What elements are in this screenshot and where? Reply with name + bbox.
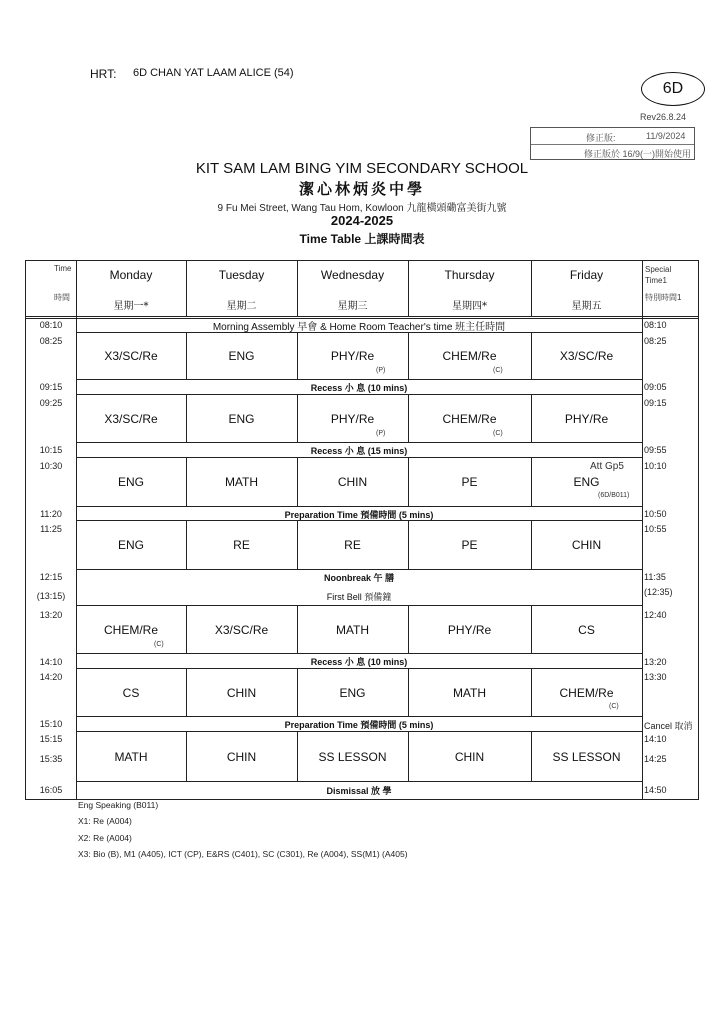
- time-left: 12:15: [39, 572, 63, 582]
- period-cell: X3/SC/Re: [214, 622, 269, 637]
- time-left: 13:20: [39, 610, 63, 620]
- revision-label: Rev26.8.24: [640, 112, 687, 122]
- period-cell: ENG: [117, 538, 144, 552]
- time-right: 14:10: [644, 734, 667, 744]
- time-right: Cancel 取消: [644, 721, 693, 731]
- recess-bar: Recess 小 息 (10 mins): [310, 657, 408, 667]
- time-left: 11:20: [40, 509, 62, 519]
- period-cell: PHY/Re: [330, 349, 375, 363]
- period-cell: CHIN: [454, 749, 485, 764]
- day-friday: Friday: [569, 268, 604, 282]
- school-name-zh: 潔心林炳炎中學: [298, 180, 425, 198]
- lab-note: (C): [609, 703, 619, 710]
- note-line: X2: Re (A004): [78, 833, 132, 843]
- note-line: X1: Re (A004): [78, 816, 132, 826]
- hrt-teacher-name: 6D CHAN YAT LAAM ALICE (54): [133, 67, 294, 79]
- period-cell: CHEM/Re: [442, 411, 497, 426]
- period-cell: CHIN: [337, 475, 368, 489]
- note-line: Eng Speaking (B011): [78, 800, 159, 810]
- time-right: 13:30: [644, 672, 667, 682]
- time-left: 08:10: [39, 320, 63, 330]
- noonbreak-bar: Noonbreak 午 膳: [323, 573, 394, 583]
- period-cell: ENG: [573, 475, 600, 489]
- time-left: 15:35: [39, 754, 63, 764]
- period-cell: CS: [122, 685, 140, 700]
- period-cell: MATH: [335, 622, 370, 637]
- time-right: 08:25: [644, 336, 667, 346]
- time-right: 13:20: [644, 657, 667, 667]
- timetable-grid: [25, 260, 699, 800]
- time-right: 09:55: [644, 445, 667, 455]
- first-bell-bar: First Bell 預備鐘: [326, 592, 392, 602]
- school-address: 9 Fu Mei Street, Wang Tau Hom, Kowloon 九龍橫頭磡富美街九號: [217, 203, 507, 214]
- preparation-bar: Preparation Time 預備時間 (5 mins): [284, 720, 434, 730]
- period-cell: ENG: [339, 685, 366, 700]
- revision-box-label: 修正版:: [586, 133, 616, 143]
- lab-note: (C): [493, 430, 503, 437]
- recess-bar: Recess 小 息 (15 mins): [310, 446, 408, 456]
- day-monday-zh: 星期一*: [113, 301, 149, 312]
- revision-box-note: 修正版於 16/9(一)開始使用: [583, 149, 691, 159]
- period-cell: X3/SC/Re: [104, 349, 158, 363]
- time-left: (13:15): [36, 591, 66, 601]
- period-cell: SS LESSON: [552, 749, 621, 764]
- note-line: X3: Bio (B), M1 (A405), ICT (CP), E&RS (C401), SC (C301), Re (A004), SS(M1) (A405): [78, 849, 408, 859]
- time-left: 09:25: [39, 398, 63, 408]
- time-right: 11:35: [644, 572, 666, 582]
- day-tuesday: Tuesday: [218, 268, 265, 282]
- time-right: 10:10: [644, 461, 667, 471]
- period-cell: CHIN: [226, 685, 257, 700]
- time-right: 14:25: [644, 754, 667, 764]
- timetable-title: Time Table 上課時間表: [299, 232, 425, 246]
- period-cell: CHIN: [226, 749, 257, 764]
- period-cell: PHY/Re: [564, 411, 609, 426]
- day-thursday: Thursday: [444, 268, 495, 282]
- period-cell: X3/SC/Re: [559, 349, 614, 363]
- time-right: 10:50: [644, 509, 667, 519]
- lab-note: (P): [376, 367, 386, 374]
- time-right: 12:40: [644, 610, 667, 620]
- day-wednesday-zh: 星期三: [337, 301, 368, 312]
- time-left: 14:10: [39, 657, 63, 667]
- preparation-bar: Preparation Time 預備時間 (5 mins): [284, 510, 434, 520]
- time-right: 14:50: [644, 785, 667, 795]
- hrt-label: HRT:: [90, 67, 117, 81]
- school-year: 2024-2025: [330, 213, 394, 228]
- time-header-zh: 時間: [54, 293, 70, 302]
- period-cell: SS LESSON: [318, 749, 387, 764]
- period-cell: CS: [578, 622, 595, 637]
- time-left: 14:20: [39, 672, 63, 682]
- class-badge: 6D: [641, 72, 705, 106]
- revision-box: [530, 127, 695, 160]
- time-left: 16:05: [39, 785, 63, 795]
- special-time-header: Special Time1: [645, 265, 672, 285]
- day-thursday-zh: 星期四*: [452, 301, 487, 312]
- period-cell: RE: [233, 538, 250, 552]
- period-cell: CHIN: [571, 538, 602, 552]
- day-wednesday: Wednesday: [320, 268, 385, 282]
- period-cell: ENG: [228, 349, 255, 363]
- dismissal-bar: Dismissal 放 學: [326, 786, 392, 796]
- time-right: 10:55: [644, 524, 667, 534]
- period-cell: PE: [461, 538, 478, 552]
- period-cell: MATH: [114, 749, 148, 764]
- time-left: 10:15: [39, 445, 63, 455]
- period-cell: MATH: [452, 685, 487, 700]
- time-left: 15:10: [39, 719, 63, 729]
- period-cell: CHEM/Re: [559, 685, 614, 700]
- special-time-header-zh: 特別時間1: [645, 293, 682, 302]
- period-cell: ENG: [117, 475, 144, 489]
- period-cell: MATH: [224, 475, 259, 489]
- time-header: Time: [54, 264, 72, 273]
- time-left: 15:15: [39, 734, 63, 744]
- day-tuesday-zh: 星期二: [226, 301, 257, 312]
- revision-box-date: 11/9/2024: [646, 131, 686, 141]
- day-monday: Monday: [109, 268, 153, 282]
- lab-note: (C): [493, 367, 503, 374]
- time-right: 09:05: [644, 382, 667, 392]
- recess-bar: Recess 小 息 (10 mins): [310, 383, 408, 393]
- period-cell: PHY/Re: [447, 622, 492, 637]
- period-cell: ENG: [228, 411, 255, 426]
- lab-note: (P): [376, 430, 386, 437]
- period-cell: CHEM/Re: [442, 349, 497, 363]
- att-group-note: Att Gp5: [590, 461, 624, 472]
- room-note: (6D/B011): [598, 492, 630, 499]
- time-left: 10:30: [39, 461, 63, 471]
- period-cell: X3/SC/Re: [104, 411, 158, 426]
- school-name-en: KIT SAM LAM BING YIM SECONDARY SCHOOL: [195, 160, 529, 177]
- time-left: 08:25: [39, 336, 63, 346]
- time-right: 09:15: [644, 398, 667, 408]
- time-right: 08:10: [644, 320, 667, 330]
- time-left: 11:25: [40, 524, 62, 534]
- time-left: 09:15: [39, 382, 63, 392]
- period-cell: RE: [344, 538, 361, 552]
- period-cell: PHY/Re: [330, 411, 375, 426]
- day-friday-zh: 星期五: [571, 301, 602, 312]
- lab-note: (C): [154, 641, 164, 648]
- assembly-bar: Morning Assembly 早會 & Home Room Teacher's time 班主任時間: [212, 322, 506, 333]
- period-cell: CHEM/Re: [103, 622, 158, 637]
- time-right: (12:35): [644, 587, 673, 597]
- period-cell: PE: [461, 475, 478, 489]
